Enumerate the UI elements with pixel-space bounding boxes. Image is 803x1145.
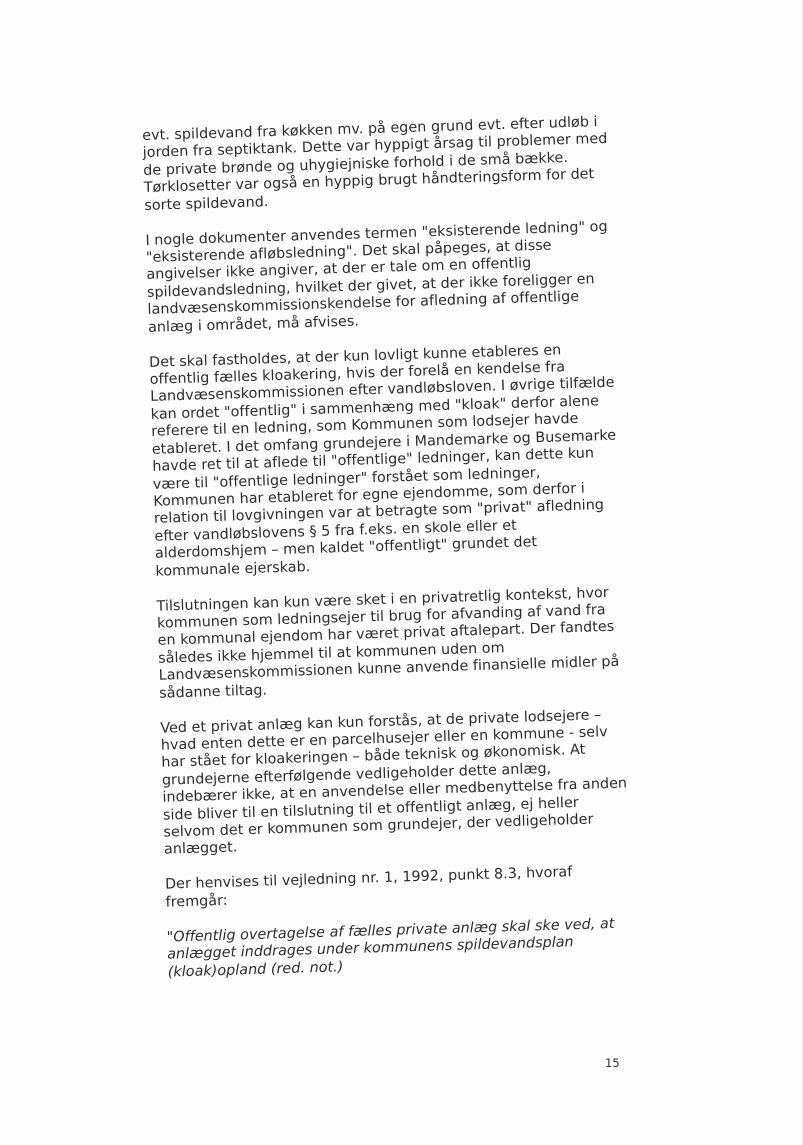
- paragraph-public-sewerage: Det skal fastholdes, at der kun lovligt kunne etableres en offentlig fælles kloakering, hvis der forelå en kendelse fra Landvæsenskommissionen efter vandløbsloven. I øvrige tilfælde kan ordet "offentlig" i sammenhæng med "kloak" derfor alene referere til en ledning, som Kommunen som lodsejer havde etableret. I det omfang grundejere i Mandemarke og Busemarke havde ret til at aflede til "offentlige" ledninger, kan dette kun være til "offentlige ledninger" forstået som ledninger, Kommunen har etableret for egne ejendomme, som derfor i relation til lovgivningen var at betragte som "privat" afledning efter vandløbslovens § 5 fra f.eks. en skole eller et alderdomshjem – men kaldet "offentligt" grundet det kommunale ejerskab.: [148, 341, 617, 580]
- page-number: 15: [605, 1056, 620, 1070]
- paragraph-septic-tanks: evt. spildevand fra køkken mv. på egen grund evt. efter udløb i jorden fra septiktank. Dette var hyppigt årsag til problemer med de private brønde og uhygiejniske forhold i de små bække. Tørklosetter var også en hyppig brugt håndteringsform for det sorte spildevand.: [142, 114, 608, 214]
- paragraph-existing-pipe-terms: I nogle dokumenter anvendes termen "eksisterende ledning" og "eksisterende afløbsledning". Det skal påpeges, at disse angivelser ikke angiver, at der er tale om en offentlig spildevandsledning, hvilket der givet, at der ikke foreligger en landvæsenskommissionskendelse for afledning af offentlige anlæg i området, må afvises.: [145, 218, 608, 336]
- paragraph-private-installation: Ved et privat anlæg kan kun forstås, at de private lodsejere – hvad enten dette er en parcelhusejer eller en kommune - selv har stået for kloakeringen – både teknisk og økonomisk. At grundejerne efterfølgende vedligeholder dette anlæg, indebærer ikke, at en anvendelse eller medbenyttelse fra anden side bliver til en tilslutning til et offentligt anlæg, ej heller selvom det er kommunen som grundejer, der vedligeholder anlægget.: [160, 706, 628, 859]
- body-text: [142, 114, 636, 1000]
- paragraph-private-connection: Tilslutningen kan kun være sket i en privatretlig kontekst, hvor kommunen som ledningsejer til brug for afvanding af vand fra en kommunal ejendom har været privat aftalepart. Der fandtes således ikke hjemmel til at kommunen uden om Landvæsenskommissionen kunne anvende finansielle midler på sådanne tiltag.: [156, 584, 620, 702]
- paragraph-guidance-reference: Der henvises til vejledning nr. 1, 1992, punkt 8.3, hvoraf fremgår:: [164, 864, 573, 911]
- guidance-quote: "Offentlig overtagelse af fælles private anlæg skal ske ved, at anlægget inddrages under kommunens spildevandsplan (kloak)opland (red. not.): [166, 915, 615, 981]
